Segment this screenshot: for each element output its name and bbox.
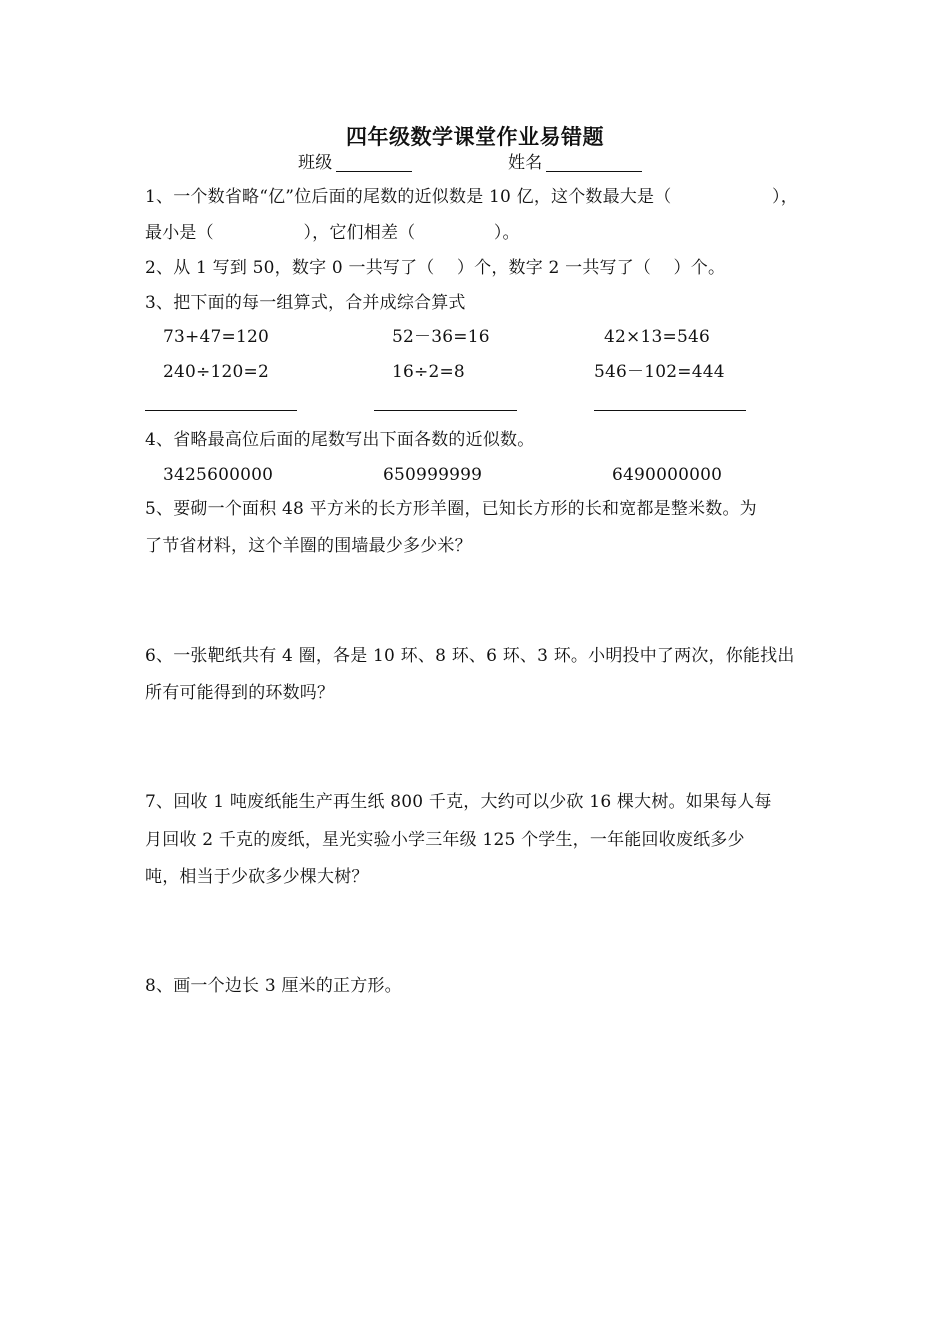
question-2: 2、从 1 写到 50，数字 0 一共写了（ ）个，数字 2 一共写了（ ）个。	[145, 258, 726, 278]
expression: 240÷120=2	[163, 362, 269, 382]
expression: 42×13=546	[604, 327, 710, 347]
question-3-text: 3、把下面的每一组算式，合并成综合算式	[145, 293, 466, 313]
question-1-line-1-end: ），	[772, 187, 798, 207]
name-label: 姓名	[508, 153, 543, 173]
answer-line-3[interactable]	[594, 410, 746, 411]
question-4-text: 4、省略最高位后面的尾数写出下面各数的近似数。	[145, 430, 535, 450]
question-5-line-1: 5、要砌一个面积 48 平方米的长方形羊圈，已知长方形的长和宽都是整米数。为	[145, 499, 757, 519]
number-to-round: 6490000000	[612, 465, 723, 485]
expression: 52－36=16	[392, 327, 490, 347]
expression: 16÷2=8	[392, 362, 465, 382]
question-6-line-1: 6、一张靶纸共有 4 圈，各是 10 环、8 环、6 环、3 环。小明投中了两次，你能找出	[145, 646, 795, 666]
number-to-round: 3425600000	[163, 465, 274, 485]
question-1-line-1: 1、一个数省略“亿”位后面的尾数的近似数是 10 亿，这个数最大是（	[145, 187, 672, 207]
page-title: 四年级数学课堂作业易错题	[346, 124, 604, 149]
expression: 73+47=120	[163, 327, 269, 347]
class-label: 班级	[298, 153, 333, 173]
expression: 546－102=444	[594, 362, 725, 382]
question-7-line-2: 月回收 2 千克的废纸，星光实验小学三年级 125 个学生，一年能回收废纸多少	[145, 830, 745, 850]
question-8: 8、画一个边长 3 厘米的正方形。	[145, 976, 402, 996]
answer-line-2[interactable]	[374, 410, 517, 411]
question-1-line-2: 最小是（ ），它们相差（ ）。	[145, 223, 520, 243]
class-blank[interactable]	[336, 171, 412, 172]
question-5-line-2: 了节省材料，这个羊圈的围墙最少多少米？	[145, 536, 472, 556]
number-to-round: 650999999	[383, 465, 483, 485]
answer-line-1[interactable]	[145, 410, 297, 411]
question-7-line-1: 7、回收 1 吨废纸能生产再生纸 800 千克，大约可以少砍 16 棵大树。如果每人每	[145, 792, 772, 812]
question-7-line-3: 吨，相当于少砍多少棵大树？	[145, 867, 369, 887]
name-blank[interactable]	[546, 171, 642, 172]
question-6-line-2: 所有可能得到的环数吗？	[145, 683, 335, 703]
